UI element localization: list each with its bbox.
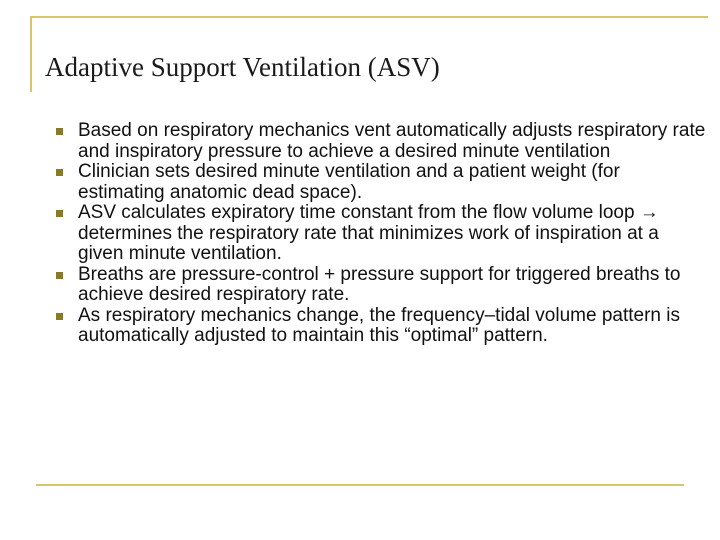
left-accent-line (30, 16, 32, 92)
top-divider-line (30, 16, 708, 18)
square-bullet-icon (56, 313, 63, 320)
bullet-item (56, 162, 706, 203)
bottom-divider-line (36, 484, 684, 486)
slide-title: Adaptive Support Ventilation (ASV) (45, 52, 440, 82)
bullet-list (56, 121, 706, 347)
square-bullet-icon (56, 272, 63, 279)
bullet-item (56, 306, 706, 347)
bullet-text: Clinician sets desired minute ventilation and a patient weight (for estimating anatomic dead space). (78, 161, 620, 203)
bullet-item (56, 265, 706, 306)
bullet-text: ASV calculates expiratory time constant from the flow volume loop → determines the respiratory rate that minimizes work of inspiration at a given minute ventilation. (78, 202, 659, 264)
square-bullet-icon (56, 169, 63, 176)
bullet-text: As respiratory mechanics change, the frequency–tidal volume pattern is automatically adjusted to maintain this “optimal” pattern. (78, 304, 680, 346)
square-bullet-icon (56, 128, 63, 135)
square-bullet-icon (56, 210, 63, 217)
bullet-item (56, 121, 706, 162)
bullet-item (56, 203, 706, 265)
bullet-text: Breaths are pressure-control + pressure support for triggered breaths to achieve desired respiratory rate. (78, 263, 681, 305)
bullet-text: Based on respiratory mechanics vent automatically adjusts respiratory rate and inspiratory pressure to achieve a desired minute ventilation (78, 120, 706, 162)
